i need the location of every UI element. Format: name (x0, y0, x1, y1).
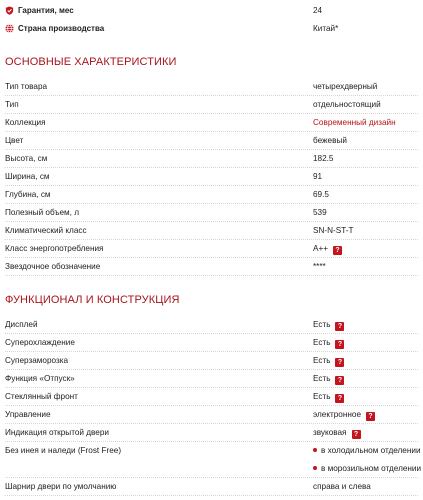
spec-row (5, 388, 418, 406)
spec-row (5, 406, 418, 424)
spec-value: Есть (313, 374, 331, 383)
spec-value-wrap (313, 316, 344, 334)
spec-value: отдельностоящий (313, 100, 381, 109)
spec-value: Есть (313, 356, 331, 365)
help-icon[interactable]: ? (335, 340, 344, 349)
spec-row (5, 424, 418, 442)
spec-value: A++ (313, 244, 329, 253)
spec-value: SN-N-ST-T (313, 226, 354, 235)
help-icon[interactable]: ? (335, 322, 344, 331)
spec-value: бежевый (313, 136, 347, 145)
spec-row (5, 186, 418, 204)
spec-label: Страна производства (18, 24, 105, 33)
collection-link[interactable]: Современный дизайн (313, 118, 396, 127)
spec-value: справа и слева (313, 482, 371, 491)
spec-label: Управление (5, 410, 51, 419)
spec-row (5, 132, 418, 150)
spec-label: Индикация открытой двери (5, 428, 109, 437)
spec-label: Климатический класс (5, 226, 87, 235)
spec-label: Класс энергопотребления (5, 244, 104, 253)
spec-label: Полезный объем, л (5, 208, 80, 217)
spec-value: 69.5 (313, 190, 329, 199)
frost-free-item (313, 460, 421, 478)
spec-value: Есть (313, 392, 331, 401)
spec-label: Глубина, см (5, 190, 51, 199)
spec-label: Суперохлаждение (5, 338, 75, 347)
spec-row (5, 316, 418, 334)
help-icon[interactable]: ? (352, 430, 361, 439)
spec-row (5, 114, 418, 132)
section-title-main: ОСНОВНЫЕ ХАРАКТЕРИСТИКИ (5, 56, 177, 68)
spec-value: Есть (313, 320, 331, 329)
help-icon[interactable]: ? (335, 358, 344, 367)
spec-value: Китай* (313, 24, 339, 33)
help-icon[interactable]: ? (335, 376, 344, 385)
spec-value: 539 (313, 208, 327, 217)
spec-label: Звездочное обозначение (5, 262, 101, 271)
help-icon[interactable]: ? (333, 246, 342, 255)
spec-row (5, 168, 418, 186)
spec-label: Тип (5, 100, 19, 109)
shield-check-icon (5, 6, 14, 15)
spec-row (5, 150, 418, 168)
spec-label: Коллекция (5, 118, 46, 127)
spec-value: Есть (313, 338, 331, 347)
spec-value: электронное (313, 410, 362, 419)
spec-value: в холодильном отделении (321, 446, 421, 455)
section-title-func: ФУНКЦИОНАЛ И КОНСТРУКЦИЯ (5, 294, 180, 306)
spec-label: Дисплей (5, 320, 38, 329)
spec-label: Шарнир двери по умолчанию (5, 482, 117, 491)
spec-label: Стеклянный фронт (5, 392, 78, 401)
spec-label: Функция «Отпуск» (5, 374, 75, 383)
spec-value-wrap (313, 406, 375, 424)
spec-value-wrap (313, 352, 344, 370)
spec-row-warranty (5, 2, 418, 20)
spec-label: Цвет (5, 136, 24, 145)
spec-value-wrap (313, 370, 344, 388)
spec-label: Ширина, см (5, 172, 50, 181)
spec-value: в морозильном отделении (321, 464, 422, 473)
spec-label: Гарантия, мес (18, 6, 74, 15)
help-icon[interactable]: ? (366, 412, 375, 421)
spec-value: звуковая (313, 428, 347, 437)
spec-value-wrap (313, 424, 361, 442)
bullet-dot-icon (313, 448, 317, 452)
spec-row (5, 204, 418, 222)
spec-label: Без инея и наледи (Frost Free) (5, 446, 122, 455)
spec-row (5, 222, 418, 240)
spec-row (5, 78, 418, 96)
help-icon[interactable]: ? (335, 394, 344, 403)
spec-value: **** (313, 262, 326, 271)
spec-row (5, 334, 418, 352)
spec-row (5, 352, 418, 370)
spec-row (5, 370, 418, 388)
frost-free-item (313, 442, 421, 460)
spec-value: 24 (313, 6, 323, 15)
spec-row-country (5, 20, 418, 38)
spec-label: Суперзаморозка (5, 356, 69, 365)
spec-value: 182.5 (313, 154, 334, 163)
spec-value-wrap (313, 240, 342, 258)
spec-value: 91 (313, 172, 323, 181)
spec-value: четырехдверный (313, 82, 378, 91)
spec-row (5, 240, 418, 258)
spec-value-wrap (313, 334, 344, 352)
bullet-dot-icon (313, 466, 317, 470)
spec-row-frost-free (5, 442, 422, 478)
spec-row (5, 258, 418, 276)
spec-label: Тип товара (5, 82, 48, 91)
spec-row (5, 96, 418, 114)
globe-icon (5, 24, 14, 33)
spec-row (5, 478, 418, 496)
spec-label: Высота, см (5, 154, 48, 163)
spec-value-wrap (313, 388, 344, 406)
